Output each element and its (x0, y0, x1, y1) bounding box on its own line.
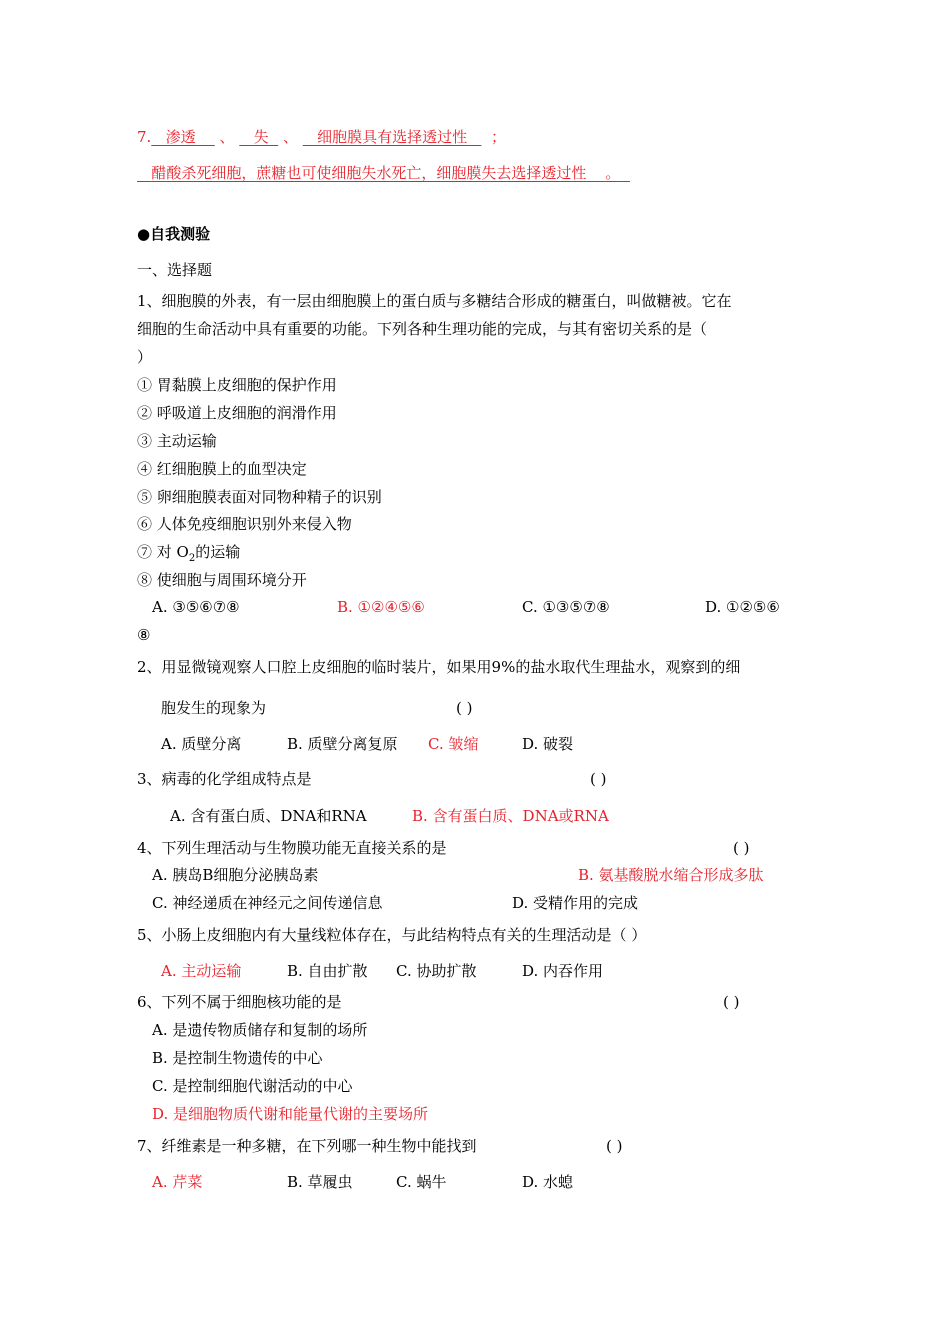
q4-answer-paren: ( ) (733, 839, 750, 857)
q2-option-b[interactable]: B. 质壁分离复原 (287, 735, 398, 753)
q3-answer-paren: ( ) (590, 770, 607, 788)
bullet-icon: ● (137, 225, 151, 243)
section-subtitle: 一、选择题 (137, 261, 213, 279)
q7-option-d[interactable]: D. 水螅 (522, 1173, 574, 1191)
q2-option-c[interactable]: C. 皱缩 (428, 735, 479, 753)
q1-stem-line-1: 1、细胞膜的外表，有一层由细胞膜上的蛋白质与多糖结合形成的糖蛋白，叫做糖被。它在 (137, 292, 732, 310)
q1-option-b[interactable]: B. ①②④⑤⑥ (337, 598, 425, 616)
q5-option-b[interactable]: B. 自由扩散 (287, 962, 368, 980)
q5-option-a[interactable]: A. 主动运输 (161, 962, 242, 980)
q1-stem-line-2: 细胞的生命活动中具有重要的功能。下列各种生理功能的完成，与其有密切关系的是（ (137, 320, 708, 338)
q4-stem: 4、下列生理活动与生物膜功能无直接关系的是 (137, 839, 447, 857)
section-title: 自我测验 (150, 225, 211, 243)
q1-option-d-wrap: ⑧ (137, 626, 151, 644)
q6-option-d[interactable]: D. 是细胞物质代谢和能量代谢的主要场所 (152, 1105, 429, 1123)
answer-separator: 、 (282, 128, 298, 146)
o2-subscript: 2 (188, 553, 196, 564)
section-heading (137, 224, 210, 244)
q4-option-a[interactable]: A. 胰岛B细胞分泌胰岛素 (152, 866, 319, 884)
q4-option-c[interactable]: C. 神经递质在神经元之间传递信息 (152, 894, 383, 912)
q7-option-b[interactable]: B. 草履虫 (287, 1173, 353, 1191)
q1-item-o2: ⑦ 对 $O_2$的运输 (137, 543, 241, 564)
q3-option-a[interactable]: A. 含有蛋白质、DNA和RNA (170, 807, 367, 825)
answer-blank-3: 细胞膜具有选择透过性 (317, 128, 468, 146)
q3-stem: 3、病毒的化学组成特点是 (137, 770, 312, 788)
q2-answer-paren: ( ) (456, 699, 473, 717)
q1-item: ② 呼吸道上皮细胞的润滑作用 (137, 404, 337, 422)
q4-option-b[interactable]: B. 氨基酸脱水缩合形成多肽 (578, 866, 764, 884)
answer-line-1 (137, 127, 506, 147)
q1-item: ③ 主动运输 (137, 432, 217, 450)
q1-item: ⑤ 卵细胞膜表面对同物种精子的识别 (137, 488, 382, 506)
q2-option-a[interactable]: A. 质壁分离 (161, 735, 242, 753)
q4-option-d[interactable]: D. 受精作用的完成 (512, 894, 639, 912)
answer-blank-4: 醋酸杀死细胞，蔗糖也可使细胞失水死亡，细胞膜失去选择透过性 。 (151, 164, 621, 182)
q1-item: ① 胃黏膜上皮细胞的保护作用 (137, 376, 337, 394)
q6-answer-paren: ( ) (723, 993, 740, 1011)
q7-answer-paren: ( ) (606, 1137, 623, 1155)
q5-option-c[interactable]: C. 协助扩散 (396, 962, 477, 980)
answer-end: ； (490, 128, 506, 146)
q1-option-c[interactable]: C. ①③⑤⑦⑧ (522, 598, 610, 616)
q6-stem: 6、下列不属于细胞核功能的是 (137, 993, 342, 1011)
q2-stem-line-2: 胞发生的现象为 (161, 699, 267, 717)
answer-line-2 (137, 163, 630, 183)
q1-option-a[interactable]: A. ③⑤⑥⑦⑧ (152, 598, 240, 616)
q6-option-b[interactable]: B. 是控制生物遗传的中心 (152, 1049, 323, 1067)
q3-option-b[interactable]: B. 含有蛋白质、DNA或RNA (412, 807, 609, 825)
q7-option-c[interactable]: C. 蜗牛 (396, 1173, 447, 1191)
q5-option-d[interactable]: D. 内吞作用 (522, 962, 604, 980)
q1-item: ⑥ 人体免疫细胞识别外来侵入物 (137, 515, 352, 533)
q5-stem: 5、小肠上皮细胞内有大量线粒体存在，与此结构特点有关的生理活动是（ ） (137, 926, 647, 944)
answer-separator: 、 (219, 128, 235, 146)
q7-stem: 7、纤维素是一种多糖，在下列哪一种生物中能找到 (137, 1137, 477, 1155)
q2-option-d[interactable]: D. 破裂 (522, 735, 574, 753)
q7-option-a[interactable]: A. 芹菜 (152, 1173, 203, 1191)
q1-option-d[interactable]: D. ①②⑤⑥ (705, 598, 780, 616)
q1-stem-line-3: ） (137, 348, 153, 366)
answer-blank-1: 渗透 (165, 128, 196, 146)
q6-option-a[interactable]: A. 是遗传物质储存和复制的场所 (152, 1021, 368, 1039)
q1-item: ⑧ 使细胞与周围环境分开 (137, 571, 307, 589)
q1-item: ④ 红细胞膜上的血型决定 (137, 460, 307, 478)
q6-option-c[interactable]: C. 是控制细胞代谢活动的中心 (152, 1077, 353, 1095)
answer-blank-2: 失 (253, 128, 269, 146)
answer-number: 7. (137, 128, 152, 146)
q2-stem-line-1: 2、用显微镜观察人口腔上皮细胞的临时装片，如果用9%的盐水取代生理盐水，观察到的细 (137, 658, 741, 676)
